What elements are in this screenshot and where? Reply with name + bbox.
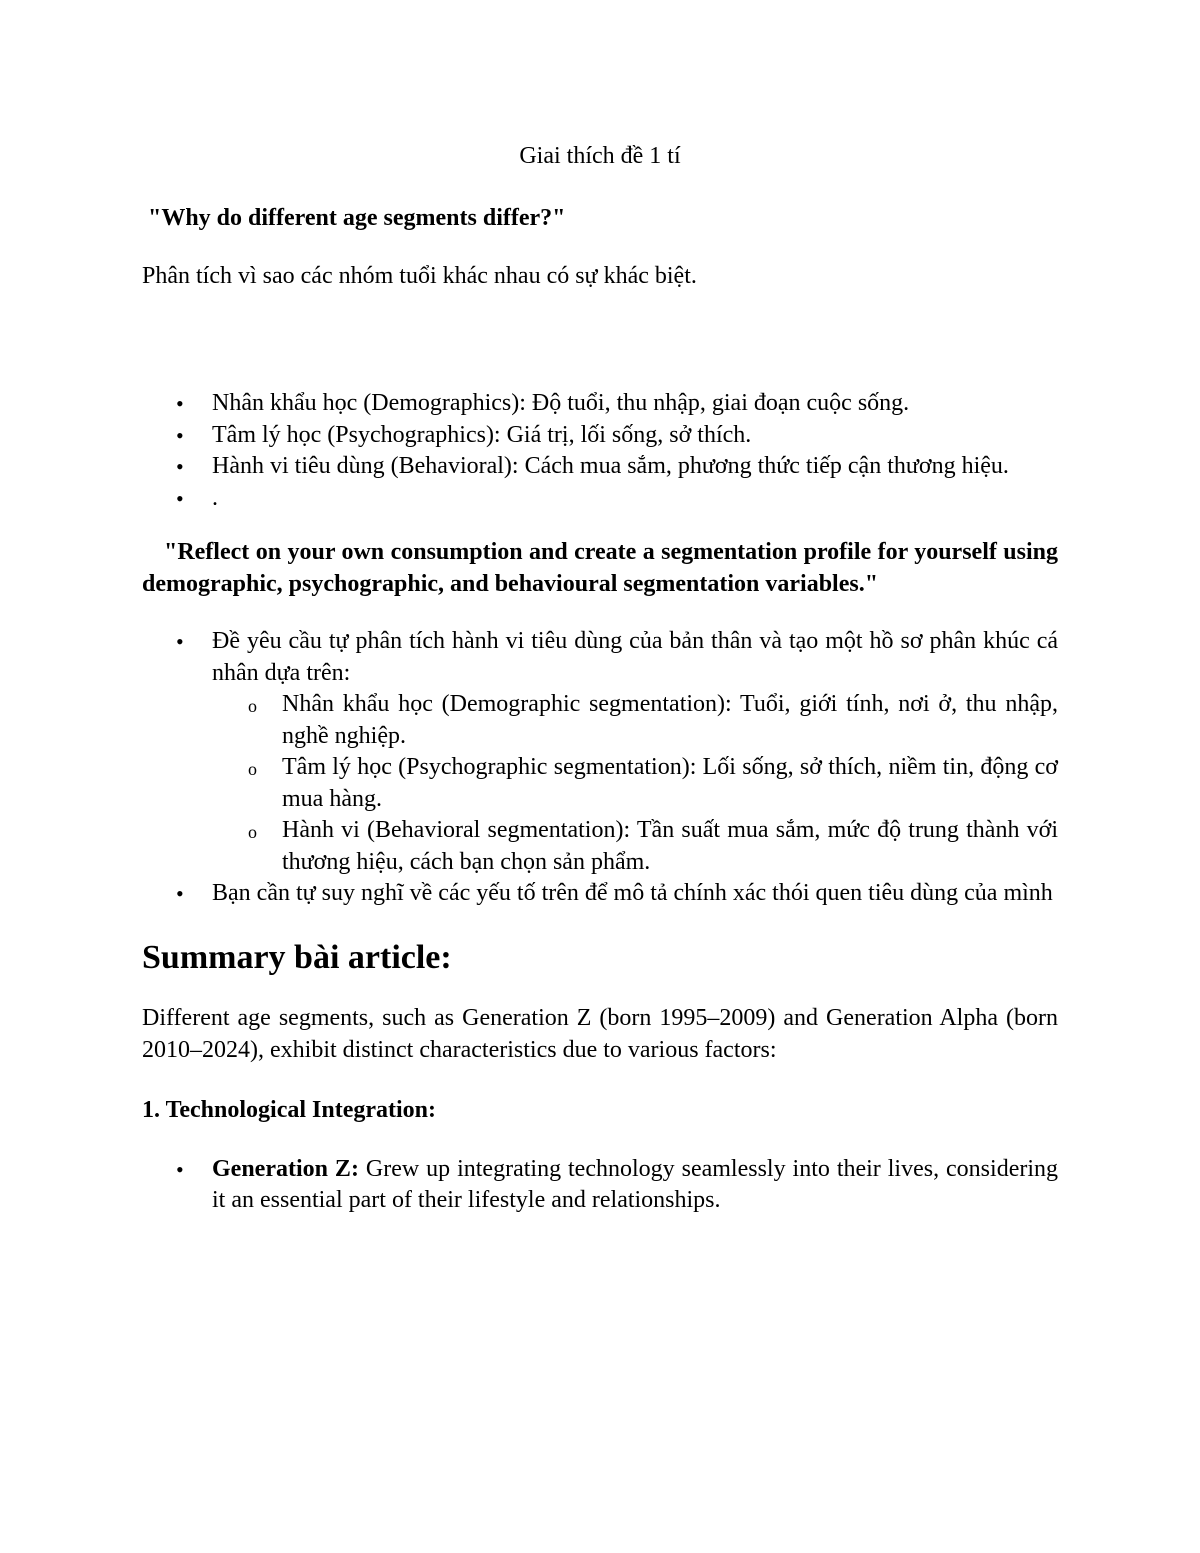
list-item-text: .: [212, 484, 218, 511]
list-item: [142, 1154, 1058, 1217]
sub-list-item-text: Tâm lý học (Psychographic segmentation): Lối sống, sở thích, niềm tin, động cơ mua hàng.: [282, 754, 1058, 812]
list-item-text: Grew up integrating technology seamlessly into their lives, considering it an essential part of their lifestyle and relationships.: [212, 1155, 1059, 1213]
sub-bullet-icon: o: [248, 822, 257, 842]
question-1-bullet-list: [142, 388, 1058, 514]
list-item: [142, 878, 1058, 910]
bullet-icon: •: [176, 629, 184, 654]
list-item-text: Đề yêu cầu tự phân tích hành vi tiêu dùng của bản thân và tạo một hồ sơ phân khúc cá nhân dựa trên:: [212, 628, 1058, 686]
sub-list-item: [212, 752, 1058, 815]
bullet-icon: •: [176, 485, 184, 511]
section-1-bullet-list: [142, 1154, 1058, 1217]
sub-list-item: [212, 689, 1058, 752]
list-item: [142, 420, 1058, 452]
list-item: [142, 483, 1058, 515]
sub-list-item-text: Hành vi (Behavioral segmentation): Tần suất mua sắm, mức độ trung thành với thương hiệu, cách bạn chọn sản phẩm.: [282, 817, 1058, 875]
summary-intro: Different age segments, such as Generation Z (born 1995–2009) and Generation Alpha (born 2010–2024), exhibit distinct characteristics due to various factors:: [142, 1004, 1058, 1063]
bullet-icon: •: [176, 454, 184, 479]
summary-heading: Summary bài article:: [142, 938, 452, 976]
document-page: [142, 140, 1058, 1217]
question-2-bullet-list: [142, 626, 1058, 910]
sub-bullet-icon: o: [248, 759, 257, 779]
question-2-heading: "Reflect on your own consumption and create a segmentation profile for yourself using demographic, psychographic, and behavioural segmentation variables.": [142, 539, 1058, 597]
bullet-icon: •: [176, 391, 184, 416]
sub-list-item-text: Nhân khẩu học (Demographic segmentation): Tuổi, giới tính, nơi ở, thu nhập, nghề nghiệp.: [282, 691, 1058, 749]
list-item-text: Tâm lý học (Psychographics): Giá trị, lối sống, sở thích.: [212, 421, 752, 448]
list-item: [142, 451, 1058, 483]
list-item: [142, 626, 1058, 878]
bullet-icon: •: [176, 422, 184, 448]
list-item-text: Bạn cần tự suy nghĩ về các yếu tố trên để mô tả chính xác thói quen tiêu dùng của mình: [212, 880, 1053, 906]
sub-bullet-list: [212, 689, 1058, 878]
list-item: [142, 388, 1058, 420]
section-heading: 1. Technological Integration:: [142, 1096, 437, 1123]
list-item-text: Nhân khẩu học (Demographics): Độ tuổi, thu nhập, giai đoạn cuộc sống.: [212, 390, 910, 416]
question-1-explanation: Phân tích vì sao các nhóm tuổi khác nhau có sự khác biệt.: [142, 263, 697, 289]
bullet-icon: •: [176, 881, 184, 906]
list-item-text: Hành vi tiêu dùng (Behavioral): Cách mua sắm, phương thức tiếp cận thương hiệu.: [212, 453, 1009, 479]
document-title: Giai thích đề 1 tí: [519, 143, 681, 169]
bullet-icon: •: [176, 1156, 184, 1182]
sub-bullet-icon: o: [248, 696, 257, 716]
sub-list-item: [212, 815, 1058, 878]
bullet-label: Generation Z:: [212, 1155, 359, 1182]
question-1-heading: "Why do different age segments differ?": [148, 205, 566, 231]
